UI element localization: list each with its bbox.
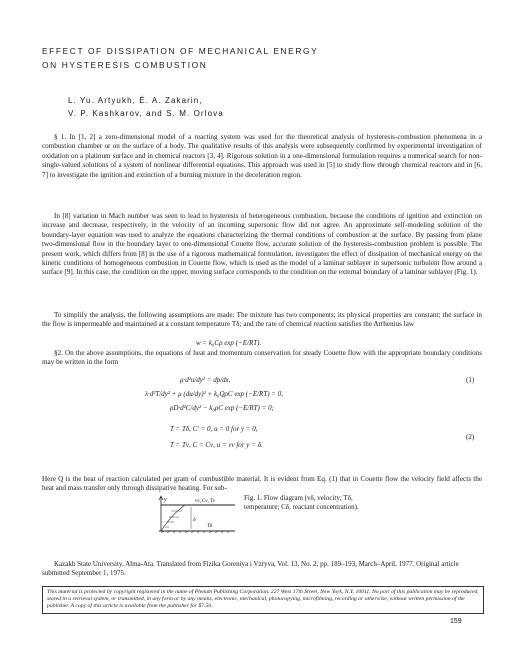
paragraph-text: § 1. In [1, 2] a zero-dimensional model of a reacting system was used for the theoretical analysis of hysteresis-combustion phenomena in a combustion chamber or on the surface of a body. The qualitative results of this analysis were subsequently confirmed by experimental investigation of oxidation on a platinum surface and in chemical reactors [3, 4]. Rigorous solution in a one-dimensional formulation requires a numerical search for non-single-valued solutions of a system of nonlinear differential equations. This approach was used in [5] to study flow through chemical reactors and in [6, 7] to investigate the ignition and extinction of a burning mixture in the deceleration region. [42, 133, 482, 179]
fig-label-upper-conditions: vν, Cν, Tν [195, 499, 215, 504]
equation-2b: T = Tν, C = Cν, u = vν for y = δ. [170, 441, 263, 449]
equation-2a: T = Tδ, C′ = 0, u = 0 for y = 0, [170, 425, 258, 433]
paragraph-text: Here Q is the heat of reaction calculated per gram of combustible material. It is evident from Eq. (1) that in Couette flow the velocity field affects the heat and mass transfer only through dissipative heating. For sub- [42, 475, 482, 493]
paragraph-text: To simplify the analysis, the following assumptions are made: The mixture has two components; its physical properties are constant; the surface in the flow is impermeable and maintained at a constant temperature Tδ; and the rate of chemical reaction satisfies the Arrhenius law [42, 311, 482, 329]
section-1-paragraph-2 [42, 212, 482, 278]
paragraph-text: In [8] variation in Mach number was seen to lead to hysteresis of heterogeneous combustion, because the conditions of ignition and extinction on increase and decrease, respectively, in the velocity of an incoming supersonic flow did not agree. An approximate self-modeling solution of the boundary-layer equation was used to analyze the equations characterizing the thermal conditions of combustion at the surface. By passing from plane two-dimensional flow in the boundary layer to one-dimensional Couette flow, accurate solution of the hysteresis-combustion problem is possible. The present work, which differs from [8] in the use of a rigorous mathematical formulation, investigates the effect of dissipation of mechanical energy on the kinetic conditions of homogeneous combustion in Couette flow, which is used as the model of a laminar sublayer in supersonic turbulent flow around a surface [9]. In this case, the condition on the upper, moving surface corresponds to the condition on the external boundary of a laminar sublayer (Fig. 1). [42, 212, 482, 277]
equation-1-number: (1) [466, 376, 475, 384]
flow-diagram-figure [155, 493, 239, 535]
figure-caption: Fig. 1. Flow diagram (vδ, velocity; Tδ, temperature; Cδ, reactant concentration). [244, 494, 359, 512]
section-2-paragraph [42, 349, 482, 368]
authors-line-1: L. Yu. Artyukh, É. A. Zakarin, [68, 96, 203, 105]
affiliation-footnote [42, 560, 482, 579]
page-number: 159 [450, 618, 462, 625]
equation-1b: λ·d²T/dy² + μ (du/dy)² + k₀QρC exp (−E/RT) = 0, [145, 390, 284, 398]
section-2-paragraph-2 [42, 475, 482, 494]
equation-1a: μ·d²u/dy² = dp/dx, [180, 376, 231, 384]
title-line-2: ON HYSTERESIS COMBUSTION [42, 60, 208, 70]
footnote-text: Kazakh State University, Alma-Ata. Translated from Fizika Goreniya i Vzryva, Vol. 13, No. 2, pp. 189–193, March–April, 1977. Original article submitted September 1, 1975. [42, 560, 459, 578]
arrhenius-equation: w = k₀Cρ exp (−E/RT). [196, 339, 262, 347]
equation-1c: ρD·d²C/dy² − k₀ρC exp (−E/RT) = 0; [170, 404, 274, 412]
article-title [42, 44, 482, 72]
flow-diagram-svg [155, 493, 239, 535]
velocity-profile-curve [161, 505, 185, 531]
authors [68, 94, 468, 120]
section-1-paragraph-3 [42, 311, 482, 330]
fig-label-y: y [164, 497, 167, 503]
equation-2-number: (2) [466, 433, 475, 441]
authors-line-2: V. P. Kashkarov, and S. M. Orlova [68, 109, 224, 118]
fig-label-delta: δ [193, 517, 196, 523]
fig-label-wall-temperature: Tδ [207, 524, 213, 529]
section-1-paragraph-1 [42, 133, 482, 180]
title-line-1: EFFECT OF DISSIPATION OF MECHANICAL ENERGY [42, 46, 319, 56]
paragraph-text: §2. On the above assumptions, the equations of heat and momentum conservation for steady Couette flow with the appropriate boundary conditions may be written in the form [42, 349, 482, 367]
copyright-notice: This material is protected by copyright registered in the name of Plenum Publishing Corporation, 227 West 17th Street, New York, N.Y. 10011. No part of this publication may be reproduced, stored in a retrieval system, or transmitted, in any form or by any means, electronic, mechanical, photocopying, microfilming, recording or otherwise, without written permission of the publisher. A copy of this article is available from the publisher for $7.50. [42, 586, 484, 614]
